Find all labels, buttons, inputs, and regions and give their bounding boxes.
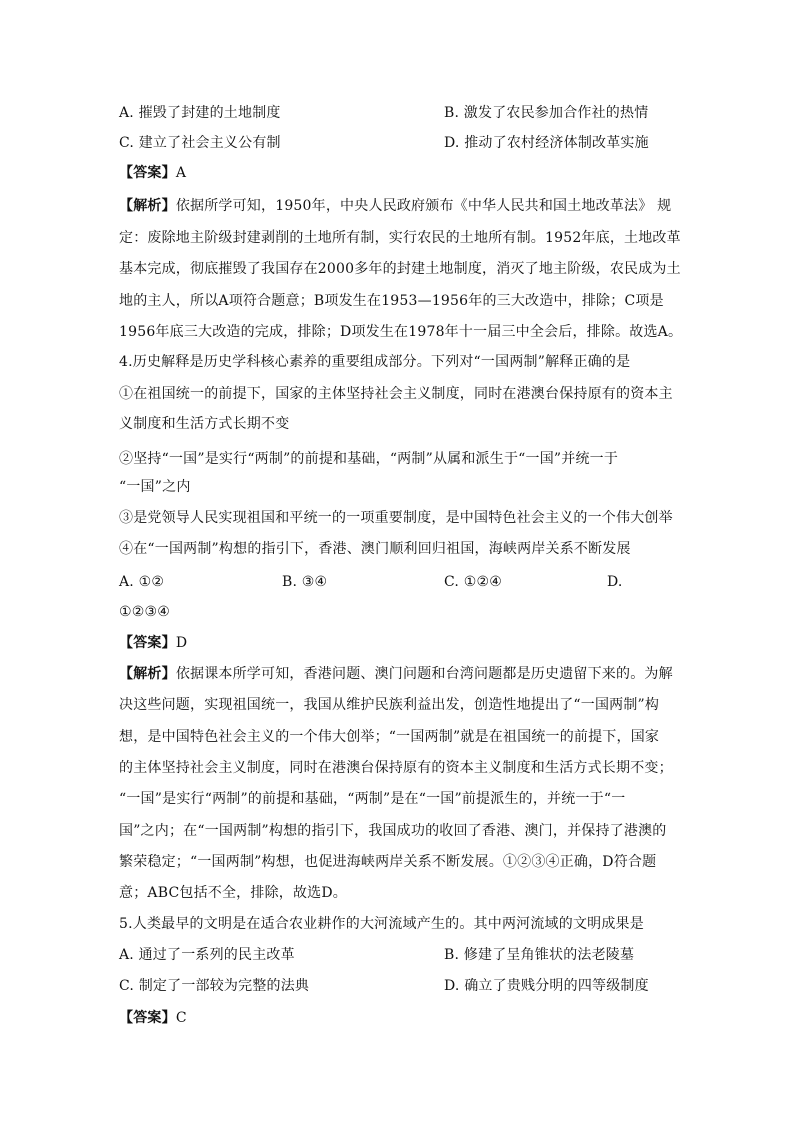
q4-stem: 4.历史解释是历史学科核心素养的重要组成部分。下列对“一国两制”解释正确的是	[119, 354, 631, 370]
q4-option-b: B. ③④	[282, 574, 328, 590]
analysis-label: 【解析】	[119, 666, 176, 682]
q4-analysis-line: 决这些问题，实现祖国统一，我国从维护民族利益出发，创造性地提出了“一国两制”构	[119, 697, 660, 713]
q4-option-c: C. ①②④	[444, 574, 502, 590]
answer-label: 【答案】	[119, 635, 176, 651]
q5-answer	[119, 1008, 679, 1028]
q4-option-a: A. ①②	[119, 574, 165, 590]
q3-analysis-line: 地的主人，所以A项符合题意；B项发生在1953—1956年的三大改造中，排除；C项是	[119, 293, 664, 309]
q5-option-a: A. 通过了一系列的民主改革	[119, 947, 295, 963]
q4-analysis-line: 想，是中国特色社会主义的一个伟大创举；“一国两制”就是在祖国统一的前提下，国家	[119, 729, 660, 745]
q5-option-b: B. 修建了呈角锥状的法老陵墓	[444, 947, 635, 963]
q4-option-d: D.	[607, 574, 623, 590]
q3-option-a: A. 摧毁了封建的土地制度	[119, 105, 281, 121]
q4-answer	[119, 633, 679, 653]
q3-option-c: C. 建立了社会主义公有制	[119, 135, 281, 151]
answer-value: C	[175, 1010, 187, 1026]
q4-statement-line: ②坚持“一国”是实行“两制”的前提和基础，“两制”从属和派生于“一国”并统一于	[119, 451, 619, 467]
q3-answer	[119, 163, 679, 183]
q4-analysis-line: 意；ABC包括不全，排除，故选D。	[119, 885, 347, 901]
q3-option-b: B. 激发了农民参加合作社的热情	[444, 105, 649, 121]
q3-analysis-line: 定：废除地主阶级封建剥削的土地所有制，实行农民的土地所有制。1952年底，土地改革	[119, 230, 681, 246]
q4-analysis-line: “一国”是实行“两制”的前提和基础，“两制”是在“一国”前提派生的，并统一于“一	[119, 791, 626, 807]
q4-statement-line: 义制度和生活方式长期不变	[119, 416, 290, 432]
q3-option-d: D. 推动了农村经济体制改革实施	[444, 135, 649, 151]
answer-label: 【答案】	[119, 165, 176, 181]
analysis-label: 【解析】	[119, 198, 176, 214]
q5-stem: 5.人类最早的文明是在适合农业耕作的大河流域产生的。其中两河流域的文明成果是	[119, 916, 644, 932]
q4-analysis-line: 繁荣稳定；“一国两制”构想，也促进海峡两岸关系不断发展。①②③④正确，D符合题	[119, 854, 657, 870]
q4-analysis-line: 国”之内；在“一国两制”构想的指引下，我国成功的收回了香港、澳门，并保持了港澳的	[119, 823, 667, 839]
q4-analysis-line	[119, 664, 679, 684]
q5-option-d: D. 确立了贵贱分明的四等级制度	[444, 978, 649, 994]
q4-option-d-content: ①②③④	[119, 604, 171, 620]
q3-analysis-line: 1956年底三大改造的完成，排除；D项发生在1978年十一届三中全会后，排除。故选A。	[119, 324, 683, 340]
answer-label: 【答案】	[119, 1010, 176, 1026]
q4-statement-line: “一国”之内	[119, 479, 191, 495]
answer-value: D	[175, 635, 188, 651]
q4-statement-line: ③是党领导人民实现祖国和平统一的一项重要制度，是中国特色社会主义的一个伟大创举	[119, 510, 673, 526]
q3-analysis-line: 基本完成，彻底摧毁了我国存在2000多年的封建土地制度，消灭了地主阶级，农民成为土	[119, 261, 681, 277]
analysis-text: 依据课本所学可知，香港问题、澳门问题和台湾问题都是历史遗留下来的。为解	[175, 666, 673, 682]
q3-analysis-line	[119, 196, 679, 216]
answer-value: A	[175, 165, 187, 181]
q4-analysis-line: 的主体坚持社会主义制度，同时在港澳台保持原有的资本主义制度和生活方式长期不变；	[119, 760, 673, 776]
q4-statement-line: ④在“一国两制”构想的指引下，香港、澳门顺利回归祖国，海峡两岸关系不断发展	[119, 541, 631, 557]
analysis-text: 依据所学可知，1950年，中央人民政府颁布《中华人民共和国土地改革法》 规	[175, 198, 672, 214]
q4-statement-line: ①在祖国统一的前提下，国家的主体坚持社会主义制度，同时在港澳台保持原有的资本主	[119, 386, 673, 402]
q5-option-c: C. 制定了一部较为完整的法典	[119, 978, 310, 994]
